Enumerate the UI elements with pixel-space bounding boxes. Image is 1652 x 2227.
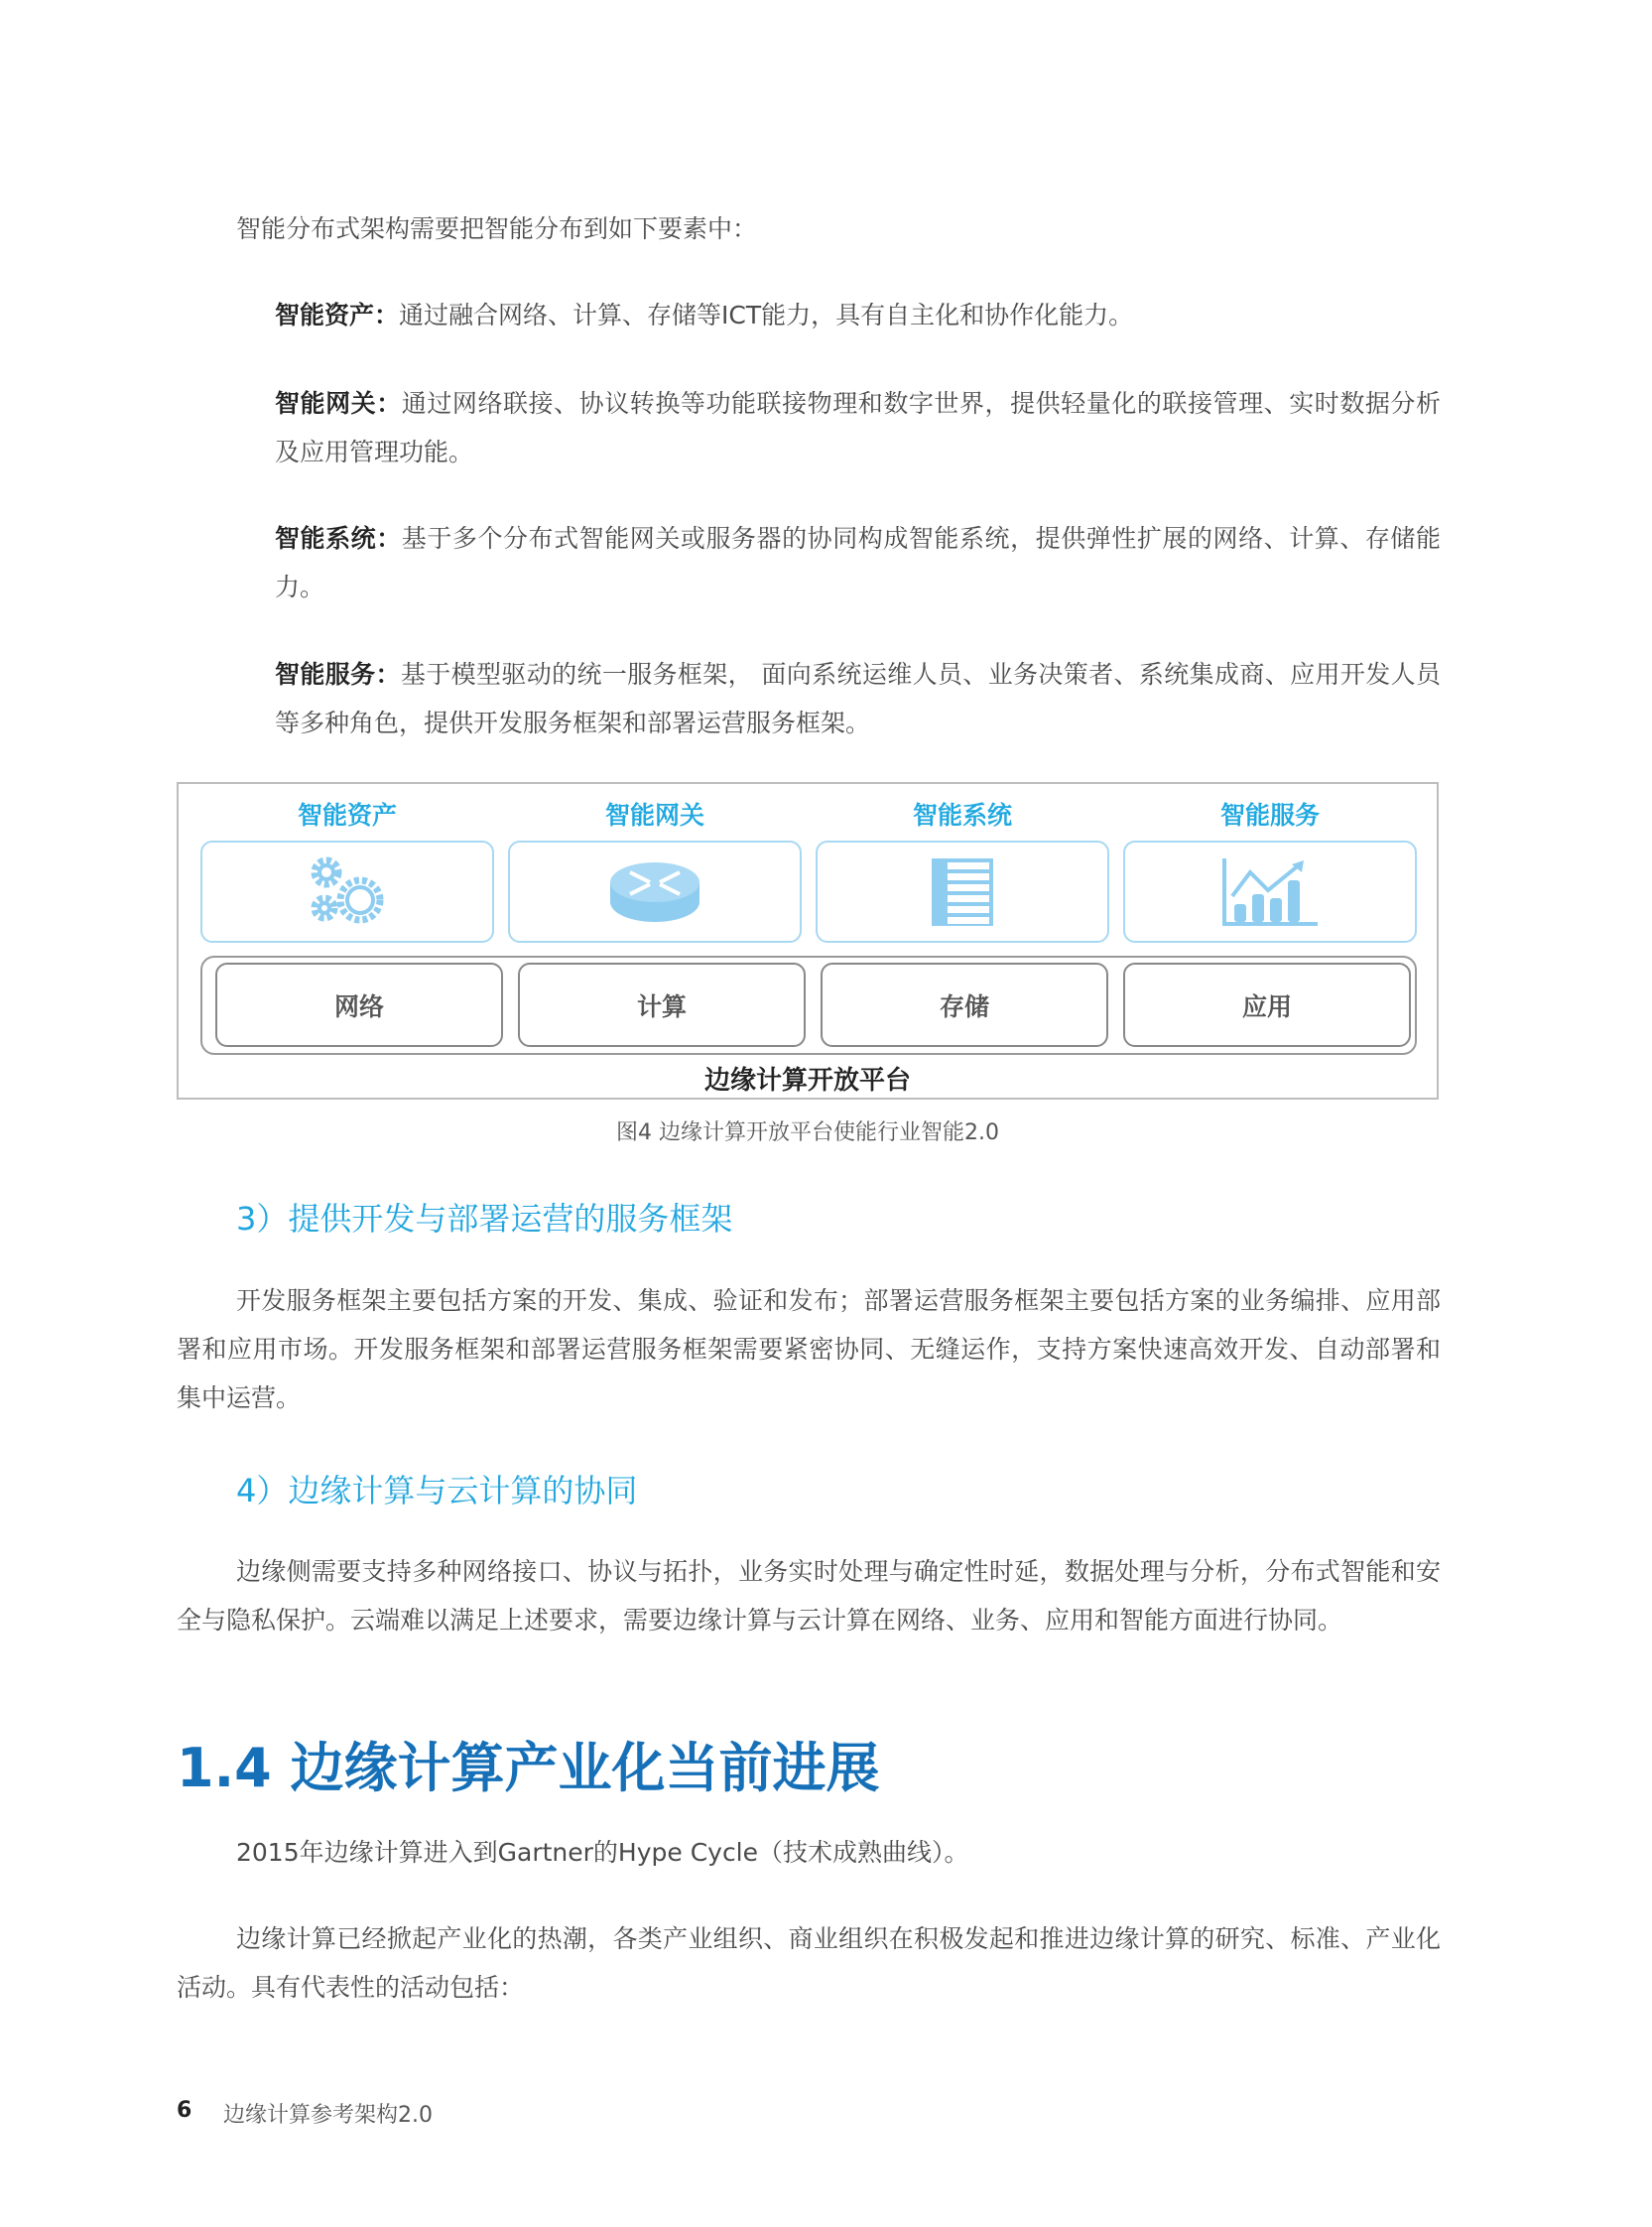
item-term: 智能网关： [275,389,402,418]
icon-box-asset [200,841,494,943]
page-number: 6 [177,2098,192,2123]
item-smart-asset [275,291,1441,339]
footer-title: 边缘计算参考架构2.0 [223,2103,433,2128]
gears-icon [303,852,392,932]
figure-label-service: 智能服务 [1219,801,1320,830]
section-1-4-p1: 2015年边缘计算进入到Gartner的Hype Cycle（技术成熟曲线）。 [236,1838,969,1867]
section-3-heading: 3）提供开发与部署运营的服务框架 [236,1200,733,1238]
item-smart-gateway [275,379,1441,476]
item-text: 基于模型驱动的统一服务框架， 面向系统运维人员、业务决策者、系统集成商、应用开发人员等多种角色，提供开发服务框架和部署运营服务框架。 [275,660,1441,737]
intro-text: 智能分布式架构需要把智能分布到如下要素中： [236,214,758,243]
item-text: 通过网络联接、协议转换等功能联接物理和数字世界，提供轻量化的联接管理、实时数据分析及应用管理功能。 [275,389,1441,466]
item-term: 智能资产： [275,301,400,329]
figure-label-system: 智能系统 [912,801,1012,830]
platform-network: 网络 [215,963,503,1047]
section-1-4-p2: 边缘计算已经掀起产业化的热潮，各类产业组织、商业组织在积极发起和推进边缘计算的研究、标准、产业化活动。具有代表性的活动包括： [177,1924,1441,2002]
router-icon [605,857,704,927]
item-text: 基于多个分布式智能网关或服务器的协同构成智能系统，提供弹性扩展的网络、计算、存储能力。 [275,524,1441,601]
section-1-4-heading: 1.4 边缘计算产业化当前进展 [177,1737,880,1799]
item-term: 智能系统： [275,524,402,553]
platform-application: 应用 [1123,963,1411,1047]
figure-label-asset: 智能资产 [297,801,397,830]
platform-storage: 存储 [821,963,1108,1047]
growth-chart-icon [1220,856,1320,928]
server-rack-icon [928,856,997,928]
section-4-body: 边缘侧需要支持多种网络接口、协议与拓扑，业务实时处理与确定性时延，数据处理与分析，分布式智能和安全与隐私保护。云端难以满足上述要求，需要边缘计算与云计算在网络、业务、应用和智能方面进行协同。 [177,1557,1441,1635]
section-4-heading: 4）边缘计算与云计算的协同 [236,1472,638,1509]
platform-label: 边缘计算开放平台 [703,1066,911,1096]
item-term: 智能服务： [275,660,401,689]
icon-box-gateway [508,841,802,943]
section-3-body: 开发服务框架主要包括方案的开发、集成、验证和发布；部署运营服务框架主要包括方案的业务编排、应用部署和应用市场。开发服务框架和部署运营服务框架需要紧密协同、无缝运作，支持方案快速高效开发、自动部署和集中运营。 [177,1286,1441,1412]
figure-label-gateway: 智能网关 [604,801,704,830]
figure-caption: 图4 边缘计算开放平台使能行业智能2.0 [616,1120,999,1145]
item-smart-service [275,650,1441,747]
item-smart-system [275,514,1441,611]
item-text: 通过融合网络、计算、存储等ICT能力，具有自主化和协作化能力。 [399,301,1134,329]
icon-box-system [816,841,1109,943]
icon-box-service [1123,841,1417,943]
platform-compute: 计算 [518,963,806,1047]
